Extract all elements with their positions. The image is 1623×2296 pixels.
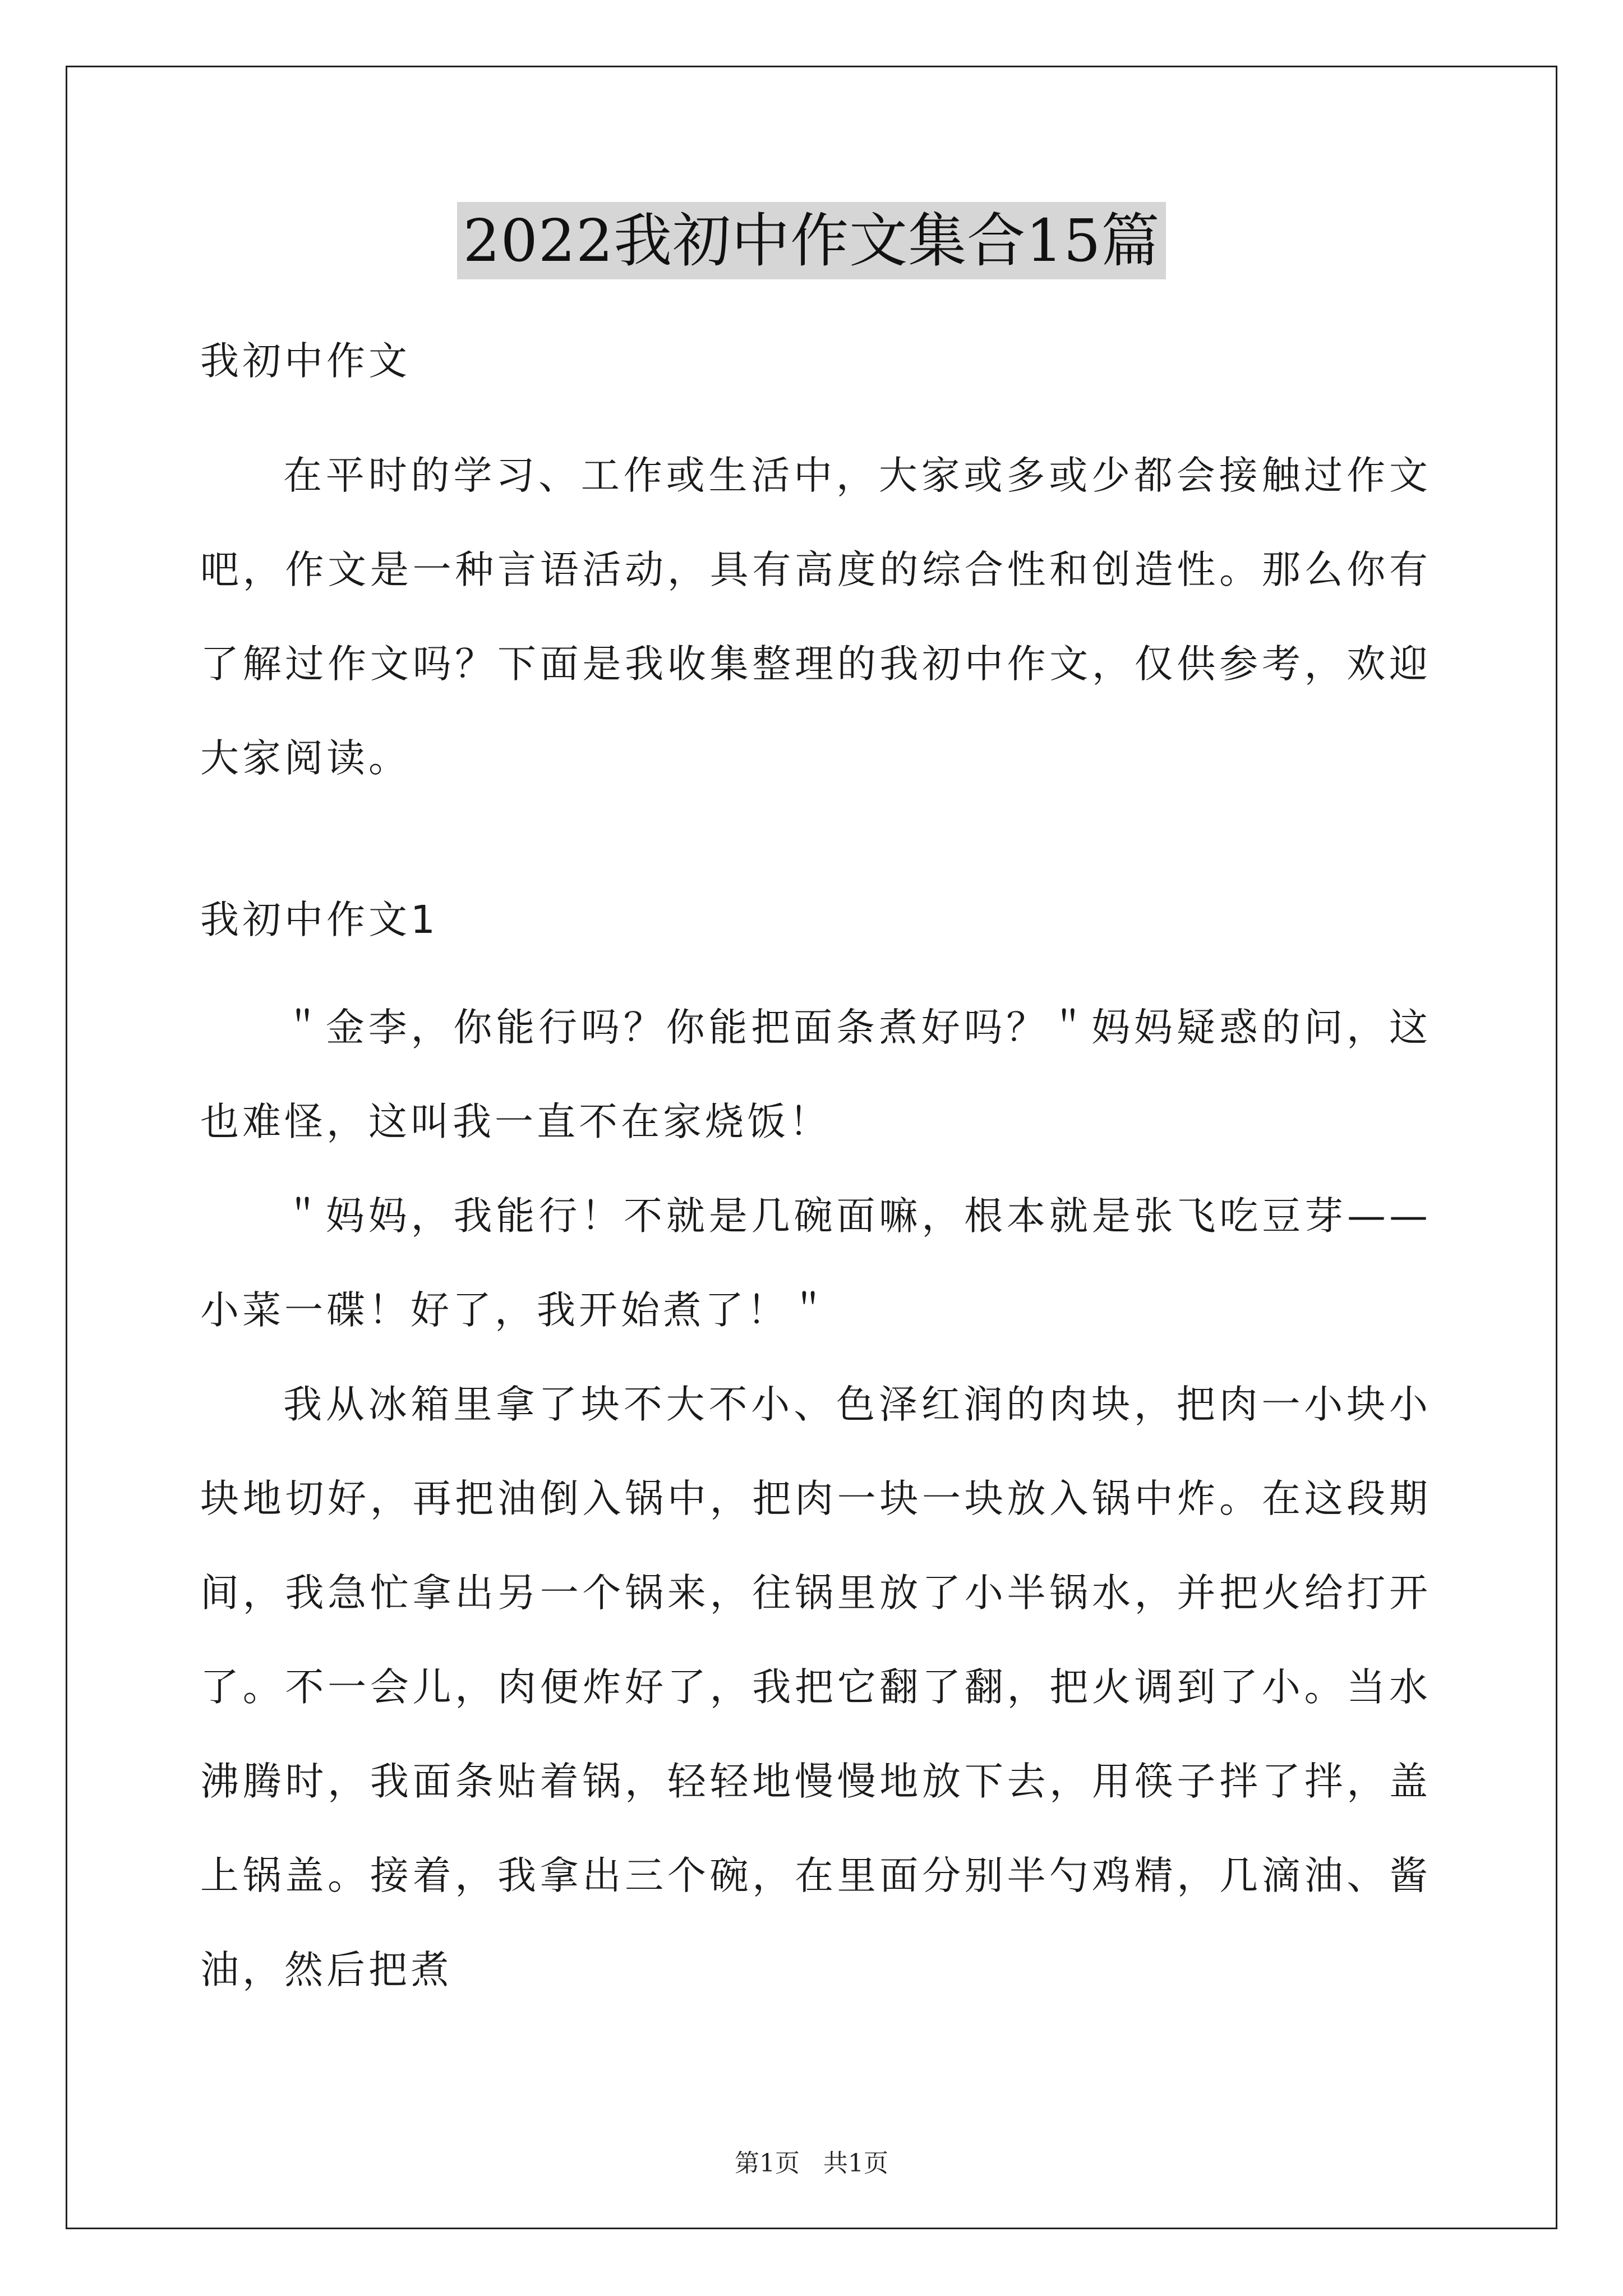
essay1-paragraph: ＂金李，你能行吗？你能把面条煮好吗？＂妈妈疑惑的问，这也难怪，这叫我一直不在家烧饭！ [200,1005,1431,1144]
essay1-paragraph: 我从冰箱里拿了块不大不小、色泽红润的肉块，把肉一小块小块地切好，再把油倒入锅中，把肉一块一块放入锅中炸。在这段期间，我急忙拿出另一个锅来，往锅里放了小半锅水，并把火给打开了。不一会儿，肉便炸好了，我把它翻了翻，把火调到了小。当水沸腾时，我面条贴着锅，轻轻地慢慢地放下去，用筷子拌了拌，盖上锅盖。接着，我拿出三个碗，在里面分别半勺鸡精，几滴油、酱油，然后把煮 [200,1382,1431,1993]
title-container [0,202,1623,279]
document-title: 2022我初中作文集合15篇 [457,202,1165,279]
intro-paragraph: 在平时的学习、工作或生活中，大家或多或少都会接触过作文吧，作文是一种言语活动，具有高度的综合性和创造性。那么你有了解过作文吗？下面是我收集整理的我初中作文，仅供参考，欢迎大家阅读。 [200,453,1431,781]
essay1-paragraph: ＂妈妈，我能行！不就是几碗面嘛，根本就是张飞吃豆芽——小菜一碟！好了，我开始煮了！＂ [200,1194,1431,1333]
essay1-heading: 我初中作文1 [200,898,439,942]
document-body [200,314,1431,2017]
page-number: 第1页 [735,2149,800,2178]
page-footer [0,2143,1623,2179]
intro-heading: 我初中作文 [200,339,411,384]
page-total: 共1页 [823,2149,888,2178]
